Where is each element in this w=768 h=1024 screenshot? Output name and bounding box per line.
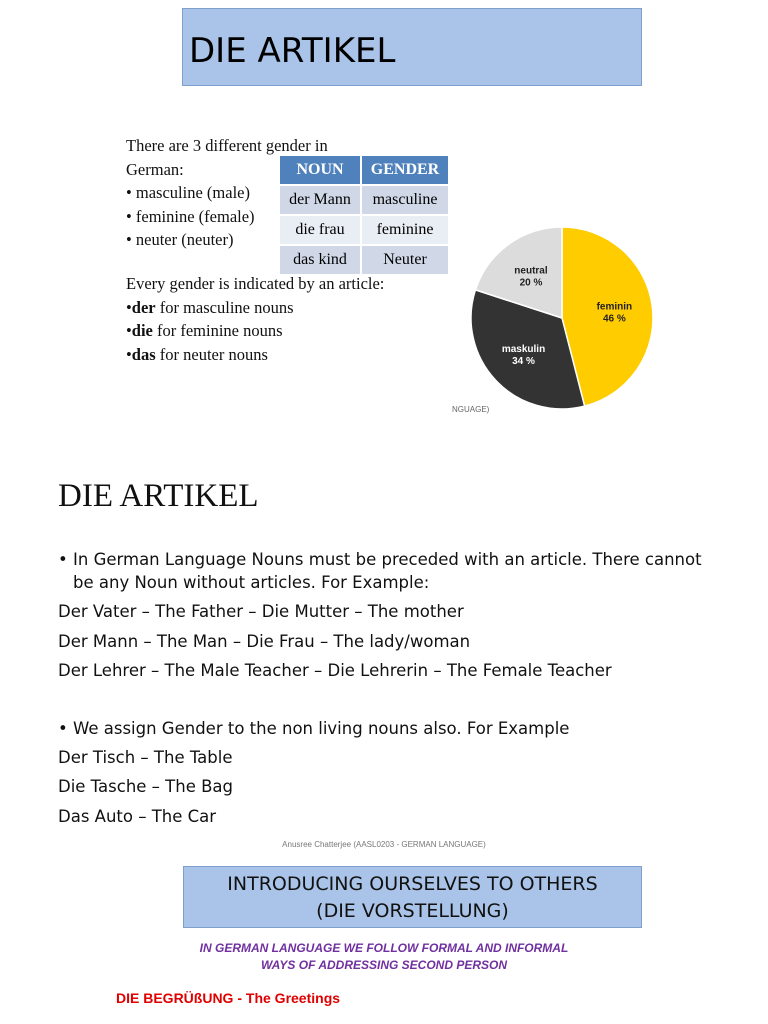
pie-label-maskulin: maskulin (501, 344, 546, 356)
article-rule: •die for feminine nouns (126, 321, 283, 340)
slide1-title: DIE ARTIKEL (189, 31, 396, 71)
note-line: WAYS OF ADDRESSING SECOND PERSON (260, 958, 508, 972)
article-desc: for masculine nouns (155, 297, 294, 317)
table-header-noun: NOUN (280, 156, 361, 185)
table-cell: der Mann (280, 185, 361, 215)
greetings-rest: - The Greetings (233, 990, 341, 1006)
table-cell: masculine (361, 185, 449, 215)
intro-line: German: (126, 159, 184, 179)
article-desc: for neuter nouns (155, 344, 268, 364)
pie-label-feminin: feminin (596, 301, 633, 313)
article-desc: for feminine nouns (152, 321, 283, 340)
slide3-title-line2: (DIE VORSTELLUNG) (316, 900, 509, 922)
table-row (280, 215, 449, 245)
formal-informal-note (0, 940, 768, 974)
example-line: Der Tisch – The Table (58, 748, 233, 767)
pie-value-maskulin: 34 % (512, 356, 535, 368)
example-line: Die Tasche – The Bag (58, 777, 233, 796)
faint-footer-fragment: NGUAGE) (452, 405, 490, 414)
greetings-heading (116, 990, 340, 1006)
example-line: Der Vater – The Father – Die Mutter – The mother (58, 602, 464, 621)
table-row (280, 185, 449, 215)
table-row (280, 245, 449, 274)
intro-line: • feminine (female) (126, 206, 255, 226)
pie-svg (462, 218, 662, 418)
slide3-title-box (183, 866, 642, 928)
bullet1-line1: In German Language Nouns must be preceded with an article. There cannot (73, 550, 702, 569)
bullet1-line2: be any Noun without articles. For Example: (73, 573, 430, 592)
intro-line: • masculine (male) (126, 183, 250, 202)
greetings-strong: DIE BEGRÜßUNG (116, 990, 234, 1006)
example-line: Der Mann – The Man – Die Frau – The lady/woman (58, 632, 471, 651)
table-cell: die frau (280, 215, 361, 245)
article-word: das (131, 344, 156, 364)
example-line: Der Lehrer – The Male Teacher – Die Lehrerin – The Female Teacher (58, 661, 612, 680)
table-cell: das kind (280, 245, 361, 274)
pie-value-neutral: 20 % (519, 277, 543, 289)
slide2-footer: Anusree Chatterjee (AASL0203 - GERMAN LANGUAGE) (282, 840, 486, 849)
pie-label-neutral: neutral (514, 265, 548, 277)
table-cell: Neuter (361, 245, 449, 274)
slide3-title-line1: INTRODUCING OURSELVES TO OTHERS (227, 873, 598, 895)
bullet-dot: • (58, 550, 68, 569)
article-word: der (131, 297, 156, 317)
slide2-title: DIE ARTIKEL (58, 478, 259, 514)
article-rule: •das for neuter nouns (126, 344, 268, 364)
bullet2-line: We assign Gender to the non living nouns also. For Example (73, 719, 570, 738)
pie-value-feminin: 46 % (602, 313, 626, 325)
example-line: Das Auto – The Car (58, 807, 217, 826)
article-rules (126, 272, 386, 366)
table-cell: feminine (361, 215, 449, 245)
noun-gender-table (280, 156, 450, 274)
rule-heading: Every gender is indicated by an article: (126, 274, 385, 293)
bullet-dot: • (58, 719, 68, 738)
intro-line: There are 3 different gender in (126, 136, 328, 155)
table-header-gender: GENDER (361, 156, 449, 185)
article-rule: •der for masculine nouns (126, 297, 294, 317)
note-line: IN GERMAN LANGUAGE WE FOLLOW FORMAL AND INFORMAL (199, 941, 569, 955)
intro-line: • neuter (neuter) (126, 230, 234, 249)
article-word: die (131, 321, 153, 340)
slide1-title-box (182, 8, 642, 86)
gender-pie-chart (462, 218, 662, 418)
